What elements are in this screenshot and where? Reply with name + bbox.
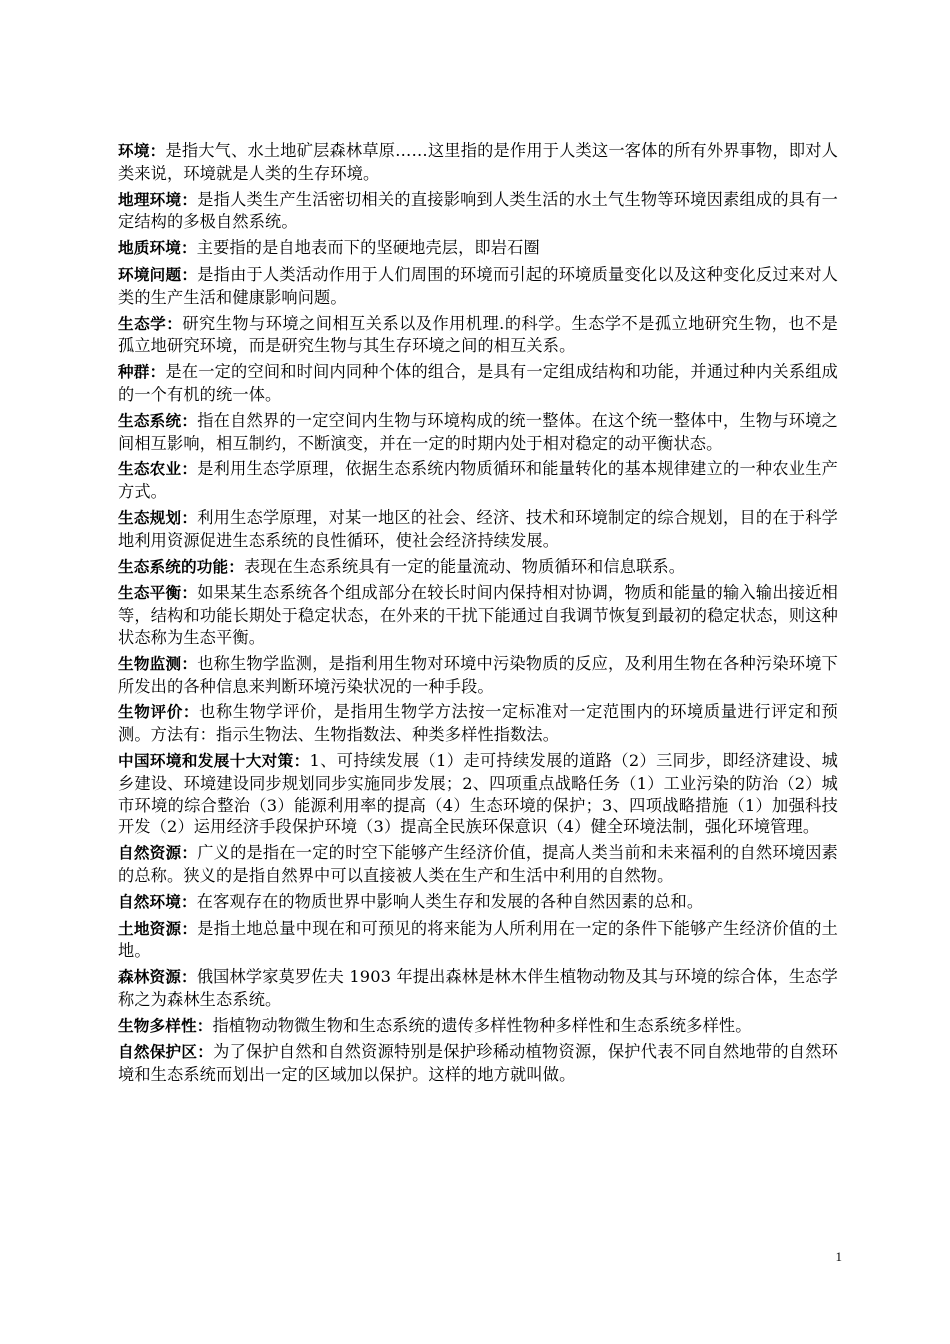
- entry-nature-reserve: [118, 1041, 838, 1086]
- term: 土地资源：: [118, 919, 198, 938]
- definition: 1、可持续发展（1）走可持续发展的道路（2）三同步，即经济建设、城乡建设、环境建设同步规划同步实施同步发展；2、四项重点战略任务（1）工业污染的防治（2）城市环境的综合整治（3）能源利用率的提高（4）生态环境的保护；3、四项战略措施（1）加强科技开发（2）运用经济手段保护环境（3）提高全民族环保意识（4）健全环境法制，强化环境管理。: [118, 750, 838, 837]
- entry-population: [118, 361, 838, 406]
- term: 生态学：: [118, 314, 183, 333]
- entry-geological-environment: [118, 237, 838, 260]
- definition: 在客观存在的物质世界中影响人类生存和发展的各种自然因素的总和。: [196, 891, 704, 911]
- definition: 也称生物学监测，是指利用生物对环境中污染物质的反应，及利用生物在各种污染环境下所发出的各种信息来判断环境污染状况的一种手段。: [118, 653, 838, 696]
- entry-natural-environment: [118, 891, 838, 914]
- entry-natural-resources: [118, 842, 838, 887]
- definition: 研究生物与环境之间相互关系以及作用机理.的科学。生态学不是孤立地研究生物，也不是孤立地研究环境，而是研究生物与其生存环境之间的相互关系。: [118, 313, 838, 356]
- glossary-body: [118, 140, 838, 1090]
- term: 生物评价：: [118, 703, 200, 722]
- term: 生物多样性：: [118, 1016, 213, 1035]
- definition: 如果某生态系统各个组成部分在较长时间内保持相对协调，物质和能量的输入输出接近相等，结构和功能长期处于稳定状态，在外来的干扰下能通过自我调节恢复到最初的稳定状态，则这种状态称为生态平衡。: [118, 583, 838, 647]
- term: 生态系统的功能：: [118, 557, 244, 576]
- definition: 利用生态学原理，对某一地区的社会、经济、技术和环境制定的综合规划，目的在于科学地利用资源促进生态系统的良性循环，使社会经济持续发展。: [118, 507, 838, 550]
- entry-environmental-problem: [118, 264, 838, 309]
- entry-ecology: [118, 313, 838, 358]
- entry-geographic-environment: [118, 189, 838, 234]
- term: 中国环境和发展十大对策：: [118, 751, 310, 770]
- term: 生态农业：: [118, 460, 198, 479]
- term: 环境：: [118, 142, 166, 160]
- definition: 是在一定的空间和时间内同种个体的组合，是具有一定组成结构和功能，并通过种内关系组成的一个有机的统一体。: [118, 362, 838, 404]
- definition: 是指土地总量中现在和可预见的将来能为人所利用在一定的条件下能够产生经济价值的土地。: [118, 918, 838, 961]
- definition: 主要指的是自地表而下的坚硬地壳层，即岩石圈: [196, 238, 540, 258]
- term: 自然保护区：: [118, 1043, 214, 1062]
- entry-biodiversity: [118, 1015, 838, 1038]
- entry-eco-agriculture: [118, 458, 838, 503]
- term: 生态系统：: [118, 411, 198, 430]
- entry-ecological-balance: [118, 582, 838, 648]
- term: 地质环境：: [118, 239, 197, 258]
- page-number: 1: [835, 1249, 842, 1264]
- entry-land-resources: [118, 918, 838, 963]
- definition: 是指人类生产生活密切相关的直接影响到人类生活的水土气生物等环境因素组成的具有一定结构的多极自然系统。: [118, 189, 838, 232]
- definition: 表现在生态系统具有一定的能量流动、物质循环和信息联系。: [243, 556, 686, 576]
- definition: 广义的是指在一定的时空下能够产生经济价值，提高人类当前和未来福利的自然环境因素的总称。狭义的是指自然界中可以直接被人类在生产和生活中利用的自然物。: [118, 843, 838, 885]
- term: 生物监测：: [118, 654, 198, 673]
- term: 生态平衡：: [118, 584, 198, 603]
- term: 森林资源：: [118, 968, 197, 987]
- definition: 也称生物学评价，是指用生物学方法按一定标准对一定范围内的环境质量进行评定和预测。方法有：指示生物法、生物指数法、种类多样性指数法。: [118, 702, 838, 745]
- entry-forest-resources: [118, 966, 838, 1011]
- entry-bio-evaluation: [118, 701, 838, 746]
- term: 自然环境：: [118, 892, 197, 911]
- entry-eco-planning: [118, 507, 838, 552]
- term: 种群：: [118, 363, 166, 382]
- entry-ecosystem: [118, 410, 838, 455]
- entry-bio-monitoring: [118, 653, 838, 698]
- term: 环境问题：: [118, 265, 198, 284]
- entry-ten-countermeasures: [118, 750, 838, 838]
- term: 生态规划：: [118, 508, 198, 527]
- term: 地理环境：: [118, 190, 198, 209]
- definition: 是指大气、水土地矿层森林草原……这里指的是作用于人类这一客体的所有外界事物，即对人类来说，环境就是人类的生存环境。: [118, 141, 839, 183]
- definition: 是指由于人类活动作用于人们周围的环境而引起的环境质量变化以及这种变化反过来对人类的生产生活和健康影响问题。: [118, 264, 838, 307]
- definition: 为了保护自然和自然资源特别是保护珍稀动植物资源，保护代表不同自然地带的自然环境和生态系统而划出一定的区域加以保护。这样的地方就叫做。: [118, 1042, 838, 1085]
- definition: 俄国林学家莫罗佐夫 1903 年提出森林是林木伴生植物动物及其与环境的综合体，生态学称之为森林生态系统。: [118, 967, 838, 1009]
- entry-environment: [118, 140, 838, 185]
- definition: 是利用生态学原理，依据生态系统内物质循环和能量转化的基本规律建立的一种农业生产方式。: [118, 459, 838, 502]
- term: 自然资源：: [118, 844, 198, 863]
- definition: 指植物动物微生物和生态系统的遗传多样性物种多样性和生态系统多样性。: [212, 1015, 752, 1035]
- entry-ecosystem-function: [118, 556, 838, 579]
- definition: 指在自然界的一定空间内生物与环境构成的统一整体。在这个统一整体中，生物与环境之间相互影响，相互制约，不断演变，并在一定的时期内处于相对稳定的动平衡状态。: [118, 410, 838, 453]
